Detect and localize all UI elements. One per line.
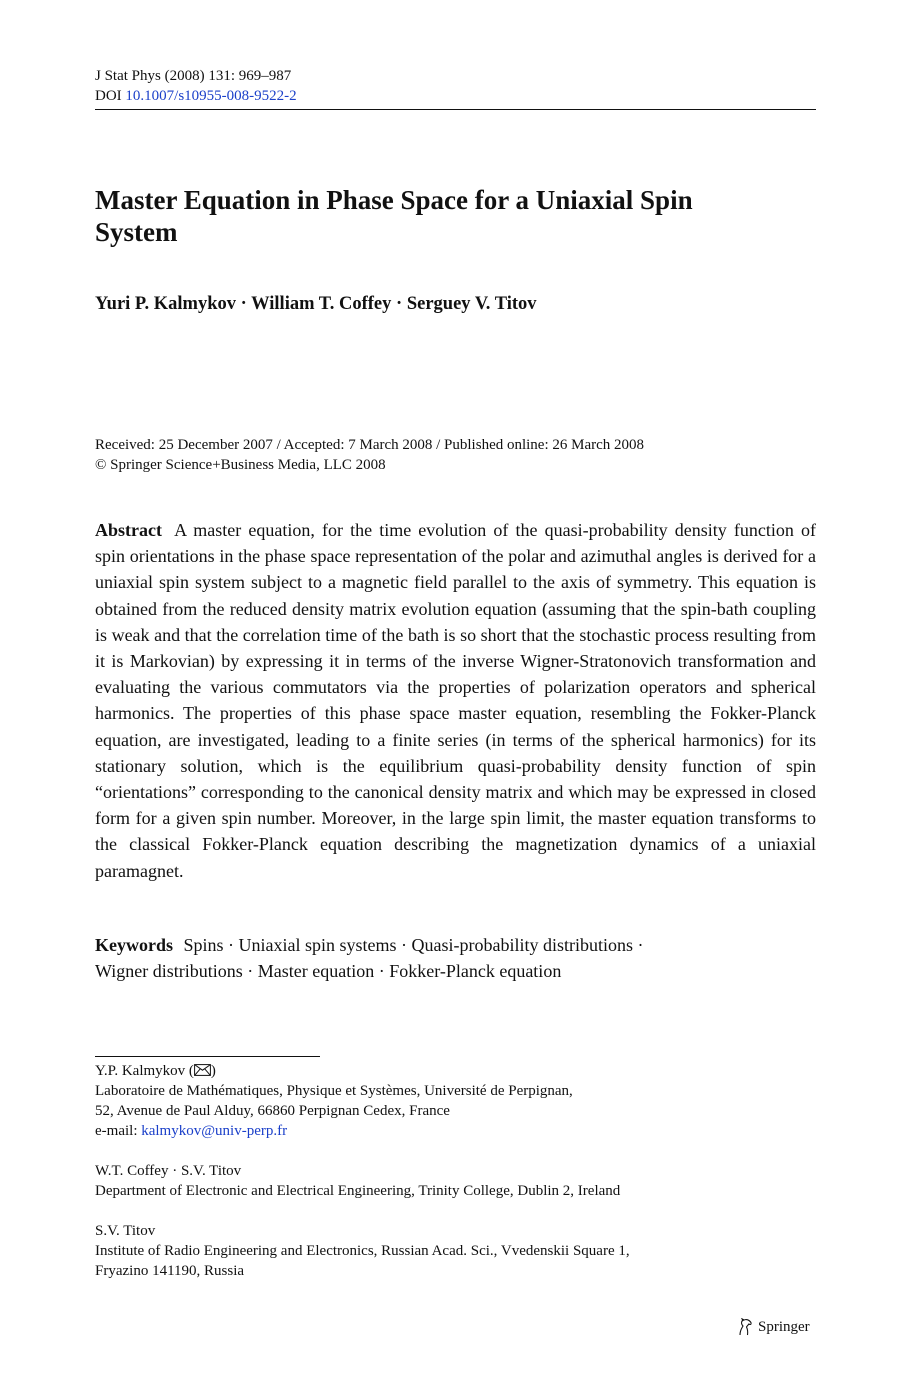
email-line bbox=[95, 1121, 816, 1141]
doi-label: DOI bbox=[95, 88, 122, 104]
copyright-notice: © Springer Science+Business Media, LLC 2008 bbox=[95, 457, 386, 473]
author-separator: · bbox=[396, 294, 403, 314]
abstract-text: A master equation, for the time evolution of the quasi-probability density function of spin orientations in the phase space representation of the polar and azimuthal angles is derived for a uniaxial spin system subject to a magnetic field parallel to the axis of symmetry. This equation is obtained from the reduced density matrix evolution equation (assuming that the spin-bath coupling is weak and that the correlation time of the bath is so short that the stochastic process resulting from it is Markovian) by expressing it in terms of the inverse Wigner-Stratonovich transformation and evaluating the various commutators via the properties of polarization operators and spherical harmonics. The properties of this phase space master equation, resembling the Fokker-Planck equation, are investigated, leading to a finite series (in terms of the spherical harmonics) for its stationary solution, which is the equilibrium quasi-probability density function of spin “orientations” corresponding to the canonical density matrix and which may be expressed in closed form for a given spin number. Moreover, in the large spin limit, the master equation transforms to the classical Fokker-Planck equation describing the magnetization dynamics of a uniaxial paramagnet. bbox=[95, 520, 816, 881]
doi-line bbox=[95, 86, 297, 106]
affiliation-address-line: Institute of Radio Engineering and Electronics, Russian Acad. Sci., Vvedenskii Square 1, bbox=[95, 1243, 630, 1259]
header-divider bbox=[95, 109, 816, 110]
email-link[interactable]: kalmykov@univ-perp.fr bbox=[141, 1123, 288, 1139]
journal-header bbox=[95, 66, 297, 106]
affiliation-author-name: Y.P. Kalmykov ( bbox=[95, 1063, 194, 1079]
keywords-line-1: Spins · Uniaxial spin systems · Quasi-probability distributions · bbox=[183, 935, 644, 955]
affiliation-address-line: Fryazino 141190, Russia bbox=[95, 1263, 245, 1279]
author-list bbox=[95, 294, 537, 315]
abstract bbox=[95, 517, 816, 884]
affiliation-author-name-close: ) bbox=[210, 1063, 216, 1079]
doi-link[interactable]: 10.1007/s10955-008-9522-2 bbox=[125, 88, 297, 104]
keywords-line-2: Wigner distributions · Master equation · Fokker-Planck equation bbox=[95, 961, 562, 982]
author-name: Serguey V. Titov bbox=[406, 294, 537, 314]
publisher-name: Springer bbox=[758, 1318, 810, 1335]
keywords bbox=[95, 932, 735, 984]
publisher-logo bbox=[736, 1318, 810, 1336]
author-name: Yuri P. Kalmykov bbox=[95, 294, 237, 314]
footnote-divider bbox=[95, 1056, 320, 1057]
affiliation-coffey-titov bbox=[95, 1161, 816, 1201]
affiliation-kalmykov bbox=[95, 1061, 816, 1141]
paper-title: Master Equation in Phase Space for a Uniaxial Spin System bbox=[95, 185, 693, 247]
keywords-label: Keywords bbox=[95, 935, 173, 955]
publication-dates bbox=[95, 435, 644, 475]
affiliation-address-line: Laboratoire de Mathématiques, Physique et Systèmes, Université de Perpignan, bbox=[95, 1083, 573, 1099]
corresponding-author bbox=[95, 1061, 816, 1081]
affiliation-titov bbox=[95, 1221, 816, 1281]
springer-horse-icon bbox=[736, 1318, 754, 1336]
affiliations bbox=[95, 1061, 816, 1301]
envelope-icon bbox=[194, 1064, 211, 1076]
email-label: e-mail: bbox=[95, 1123, 142, 1139]
affiliation-address-line: Department of Electronic and Electrical Engineering, Trinity College, Dublin 2, Ireland bbox=[95, 1183, 621, 1199]
affiliation-author-names: W.T. Coffey · S.V. Titov bbox=[95, 1163, 242, 1179]
affiliation-author-names: S.V. Titov bbox=[95, 1223, 156, 1239]
affiliation-address-line: 52, Avenue de Paul Alduy, 66860 Perpignan Cedex, France bbox=[95, 1103, 450, 1119]
author-separator: · bbox=[240, 294, 247, 314]
author-name: William T. Coffey bbox=[251, 294, 392, 314]
publication-history: Received: 25 December 2007 / Accepted: 7 March 2008 / Published online: 26 March 2008 bbox=[95, 437, 645, 453]
journal-citation: J Stat Phys (2008) 131: 969–987 bbox=[95, 68, 292, 84]
abstract-label: Abstract bbox=[95, 520, 162, 540]
